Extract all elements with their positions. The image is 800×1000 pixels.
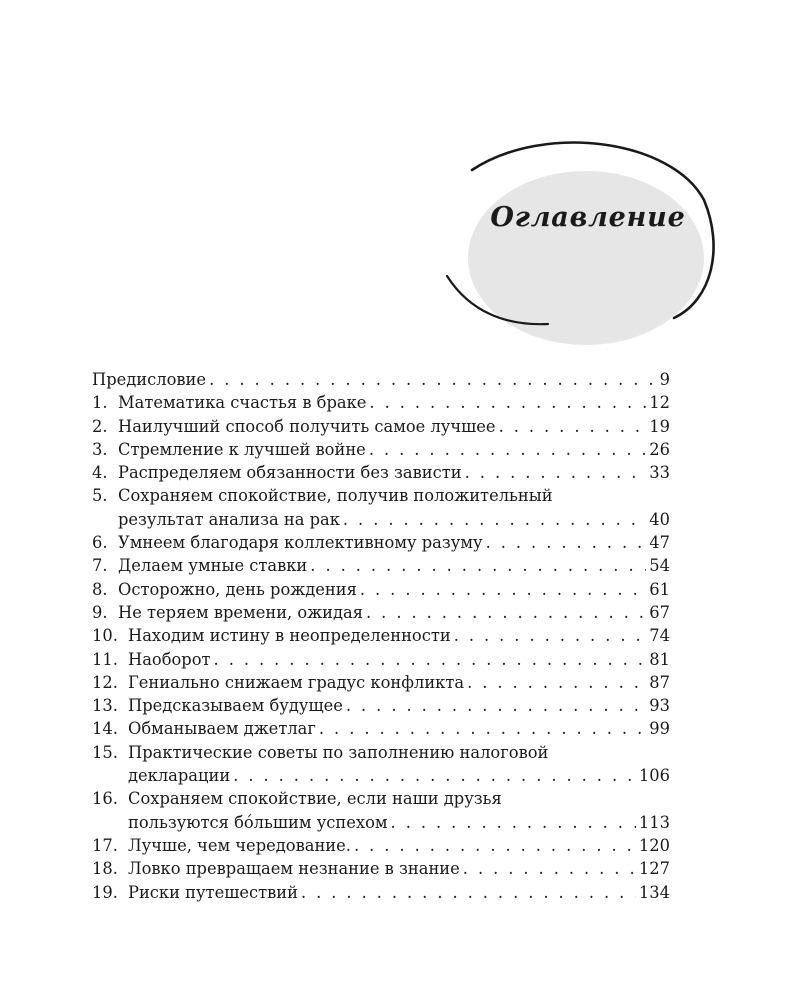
toc-entry-line	[92, 368, 670, 391]
toc-entry-number: 10.	[92, 626, 118, 646]
toc-entry[interactable]	[92, 368, 670, 391]
toc-dot-leader	[214, 648, 647, 671]
toc-entry-number: 1.	[92, 393, 108, 413]
toc-entry-title: Лучше, чем чередование.	[128, 835, 351, 855]
toc-entry-line	[118, 438, 670, 461]
toc-page-number: 134	[638, 882, 670, 902]
toc-entry-body	[118, 554, 670, 577]
heading-ornament	[0, 0, 800, 360]
toc-entry-body	[118, 578, 670, 601]
toc-entry-title: Осторожно, день рождения	[118, 579, 357, 599]
toc-entry[interactable]	[92, 415, 670, 438]
toc-dot-leader	[360, 578, 646, 601]
toc-page-number: 99	[649, 719, 670, 739]
toc-dot-leader	[354, 834, 636, 857]
toc-page-number: 26	[649, 439, 670, 459]
toc-entry-line	[118, 508, 670, 531]
toc-page-number: 47	[649, 533, 670, 553]
toc-entry-body	[128, 671, 670, 694]
toc-entry-title: результат анализа на рак	[118, 509, 340, 529]
toc-entry-line	[128, 857, 670, 880]
toc-entry[interactable]	[92, 624, 670, 647]
toc-entry-body	[128, 741, 670, 788]
toc-entry-line	[118, 415, 670, 438]
toc-dot-leader	[463, 857, 636, 880]
toc-entry[interactable]	[92, 461, 670, 484]
toc-entry-body	[128, 717, 670, 740]
toc-entry-body	[118, 391, 670, 414]
toc-page-number: 67	[649, 602, 670, 622]
toc-entry[interactable]	[92, 531, 670, 554]
toc-entry-line	[128, 648, 670, 671]
toc-entry-line	[128, 624, 670, 647]
toc-page-number: 40	[649, 509, 670, 529]
toc-entry-line	[118, 578, 670, 601]
toc-entry-title: Ловко превращаем незнание в знание	[128, 859, 460, 879]
toc-entry-title: Распределяем обязанности без зависти	[118, 463, 462, 483]
toc-page-number: 93	[649, 696, 670, 716]
toc-entry[interactable]	[92, 741, 670, 788]
toc-entry-number: 18.	[92, 859, 118, 879]
toc-entry-number: 5.	[92, 486, 108, 506]
toc-entry-number: 13.	[92, 696, 118, 716]
toc-entry[interactable]	[92, 787, 670, 834]
toc-entry-title: Делаем умные ставки	[118, 556, 308, 576]
toc-entry-title: Не теряем времени, ожидая	[118, 602, 364, 622]
toc-entry-number: 9.	[92, 602, 108, 622]
toc-entry-line	[128, 717, 670, 740]
toc-entry-body	[118, 415, 670, 438]
toc-entry-body	[118, 461, 670, 484]
toc-dot-leader	[499, 415, 647, 438]
toc-entry-title-first-line: Сохраняем спокойствие, если наши друзья	[128, 789, 502, 809]
toc-entry-title: пользуются бóльшим успехом	[128, 812, 388, 832]
toc-entry-line	[118, 601, 670, 624]
toc-page-number: 113	[638, 812, 670, 832]
toc-entry-title: декларации	[128, 766, 231, 786]
toc-page-number: 106	[638, 766, 670, 786]
toc-entry-title: Математика счастья в браке	[118, 393, 367, 413]
toc-page-number: 33	[649, 463, 670, 483]
toc-entry-title-first-line: Сохраняем спокойствие, получив положительный	[118, 486, 553, 506]
toc-entry[interactable]	[92, 554, 670, 577]
toc-entry-title: Наоборот	[128, 649, 211, 669]
toc-page-number: 61	[649, 579, 670, 599]
toc-dot-leader	[366, 601, 646, 624]
toc-entry-title: Умнеем благодаря коллективному разуму	[118, 533, 483, 553]
toc-entry-number: 7.	[92, 556, 108, 576]
page-title: Оглавление	[490, 202, 686, 233]
toc-entry[interactable]	[92, 601, 670, 624]
toc-entry-number: 8.	[92, 579, 108, 599]
toc-dot-leader	[319, 717, 646, 740]
toc-entry-title: Наилучший способ получить самое лучшее	[118, 416, 496, 436]
toc-entry-body	[118, 484, 670, 531]
toc-entry-number: 17.	[92, 835, 118, 855]
toc-entry-title-first-line: Практические советы по заполнению налоговой	[128, 742, 549, 762]
toc-entry-body	[128, 834, 670, 857]
toc-entry-number: 11.	[92, 649, 118, 669]
toc-entry-body	[128, 694, 670, 717]
toc-entry-number: 6.	[92, 533, 108, 553]
toc-entry-title: Обманываем джетлаг	[128, 719, 316, 739]
toc-dot-leader	[391, 811, 636, 834]
toc-entry-body	[128, 648, 670, 671]
toc-dot-leader	[310, 554, 646, 577]
toc-page-number: 9	[659, 370, 670, 389]
toc-entry-number: 14.	[92, 719, 118, 739]
toc-entry-body	[128, 624, 670, 647]
toc-dot-leader	[465, 461, 647, 484]
table-of-contents	[92, 368, 670, 904]
toc-entry[interactable]	[92, 671, 670, 694]
toc-entry-line	[128, 811, 670, 834]
toc-entry[interactable]	[92, 578, 670, 601]
toc-dot-leader	[369, 438, 646, 461]
toc-entry-body	[128, 857, 670, 880]
toc-entry-body	[118, 438, 670, 461]
toc-page-number: 127	[638, 859, 670, 879]
toc-entry-title: Находим истину в неопределенности	[128, 626, 451, 646]
toc-entry-line	[118, 461, 670, 484]
toc-entry-body	[128, 881, 670, 904]
toc-entry[interactable]	[92, 881, 670, 904]
toc-entry-number: 16.	[92, 789, 118, 809]
toc-entry[interactable]	[92, 717, 670, 740]
toc-entry-body	[118, 531, 670, 554]
toc-entry[interactable]	[92, 391, 670, 414]
toc-entry-body	[92, 368, 670, 391]
toc-entry-number: 12.	[92, 672, 118, 692]
toc-entry-line	[118, 554, 670, 577]
toc-entry-line	[128, 764, 670, 787]
toc-page-number: 120	[638, 835, 670, 855]
toc-page-number: 54	[649, 556, 670, 576]
toc-entry-body	[118, 601, 670, 624]
toc-entry[interactable]	[92, 438, 670, 461]
toc-dot-leader	[486, 531, 647, 554]
toc-dot-leader	[346, 694, 646, 717]
toc-entry[interactable]	[92, 834, 670, 857]
toc-dot-leader	[467, 671, 646, 694]
toc-entry-number: 19.	[92, 882, 118, 902]
toc-entry-line	[128, 694, 670, 717]
toc-page-number: 19	[649, 416, 670, 436]
toc-entry-number: 15.	[92, 742, 118, 762]
toc-entry[interactable]	[92, 648, 670, 671]
toc-dot-leader	[209, 368, 657, 391]
toc-entry[interactable]	[92, 857, 670, 880]
toc-page-number: 74	[649, 626, 670, 646]
toc-entry-line	[128, 671, 670, 694]
toc-dot-leader	[301, 881, 636, 904]
toc-entry-title: Риски путешествий	[128, 882, 298, 902]
toc-dot-leader	[343, 508, 646, 531]
toc-entry[interactable]	[92, 694, 670, 717]
toc-entry-title: Предсказываем будущее	[128, 696, 343, 716]
toc-entry-title: Предисловие	[92, 370, 207, 389]
toc-dot-leader	[369, 391, 646, 414]
toc-dot-leader	[233, 764, 636, 787]
toc-entry-line	[118, 391, 670, 414]
toc-dot-leader	[454, 624, 647, 647]
toc-entry[interactable]	[92, 484, 670, 531]
toc-entry-line	[128, 881, 670, 904]
toc-page-number: 87	[649, 672, 670, 692]
toc-entry-title: Гениально снижаем градус конфликта	[128, 672, 465, 692]
toc-entry-body	[128, 787, 670, 834]
toc-entry-title: Стремление к лучшей войне	[118, 439, 366, 459]
toc-page-number: 12	[649, 393, 670, 413]
toc-entry-line	[128, 834, 670, 857]
toc-entry-number: 2.	[92, 416, 108, 436]
toc-page-number: 81	[649, 649, 670, 669]
toc-entry-number: 4.	[92, 463, 108, 483]
toc-entry-line	[118, 531, 670, 554]
toc-entry-number: 3.	[92, 439, 108, 459]
